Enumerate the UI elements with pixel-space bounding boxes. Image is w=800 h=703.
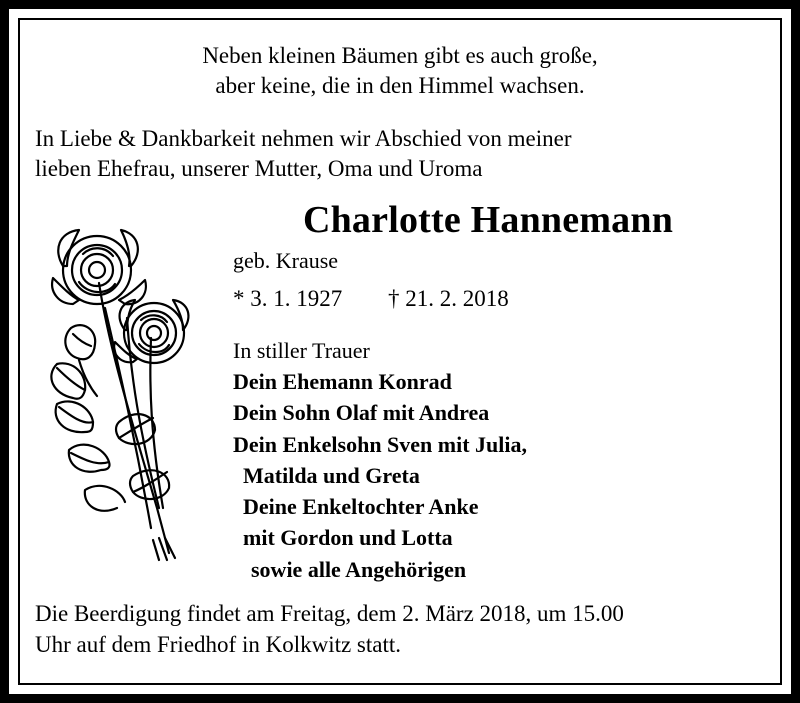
life-dates [233,286,765,312]
list-item: Dein Sohn Olaf mit Andrea [233,400,490,426]
intro-line-2: lieben Ehefrau, unserer Mutter, Oma und Uroma [35,156,483,182]
verse-line-1: Neben kleinen Bäumen gibt es auch große, [202,43,598,68]
main-block [35,200,765,584]
mourning-heading: In stiller Trauer [233,338,370,364]
notice-content [9,9,791,694]
deceased-details [221,200,765,584]
list-item: Matilda und Greta [243,462,420,488]
verse-line-2: aber keine, die in den Himmel wachsen. [215,73,585,99]
funeral-line-2: Uhr auf dem Friedhof in Kolkwitz statt. [35,631,402,657]
death-date: † 21. 2. 2018 [388,286,509,312]
intro-line-1: In Liebe & Dankbarkeit nehmen wir Abschied von meiner [35,125,572,151]
memorial-verse [35,41,765,102]
list-item: sowie alle Angehörigen [251,556,467,582]
birth-date: * 3. 1. 1927 [233,286,343,312]
deceased-name: Charlotte Hannemann [302,199,674,242]
list-item: mit Gordon und Lotta [243,525,453,551]
list-item: Deine Enkeltochter Anke [243,494,479,520]
introduction-text [35,124,765,185]
funeral-details [35,599,765,661]
mourners-list [233,366,765,585]
maiden-name: geb. Krause [233,248,339,274]
funeral-line-1: Die Beerdigung findet am Freitag, dem 2. März 2018, um 15.00 [35,600,624,626]
list-item: Dein Enkelsohn Sven mit Julia, [233,431,528,457]
rose-bouquet-icon [39,208,209,568]
list-item: Dein Ehemann Konrad [233,369,452,395]
